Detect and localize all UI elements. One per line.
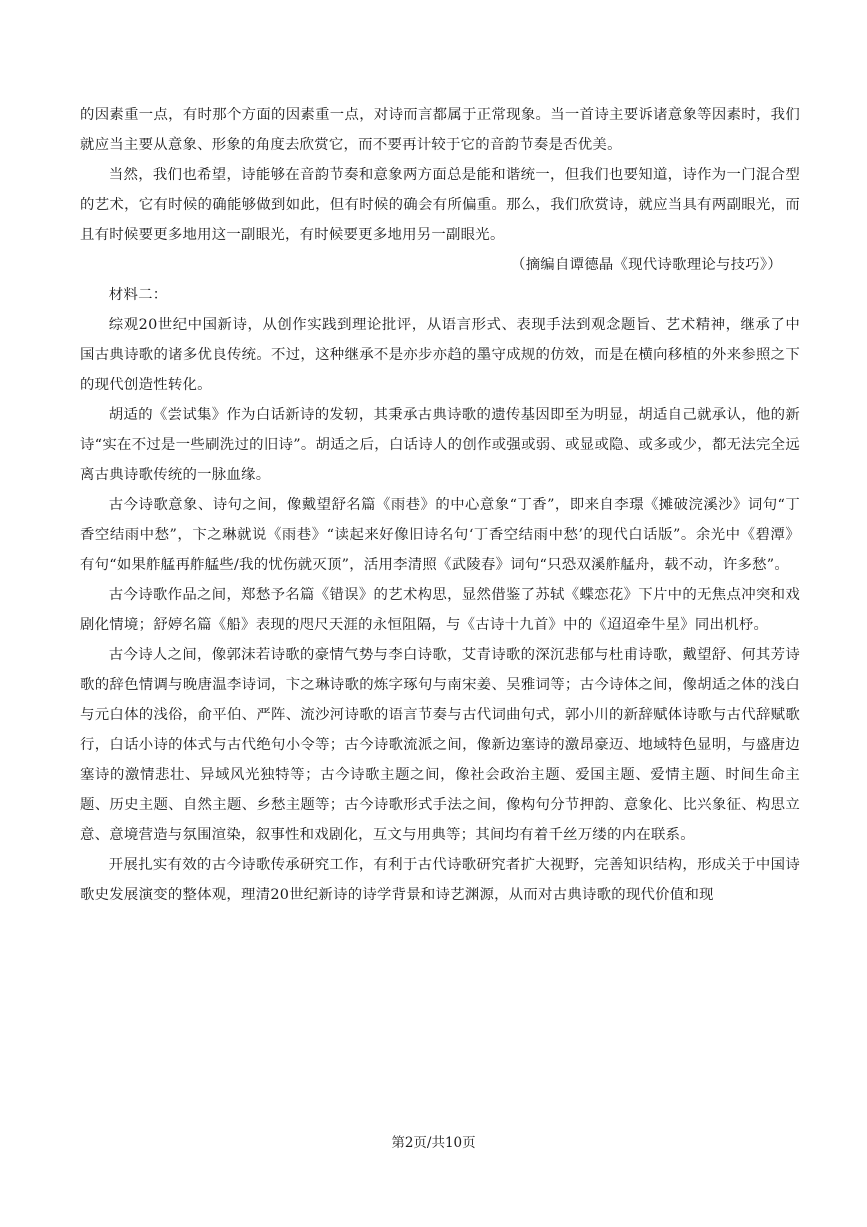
paragraph-works: 古今诗歌作品之间，郑愁予名篇《错误》的艺术构思，显然借鉴了苏轼《蝶恋花》下片中的无焦点冲突和戏剧化情境；舒婷名篇《船》表现的咫尺天涯的永恒阻隔，与《古诗十九首》中的《迢迢牵牛星》同出机杼。 <box>80 587 800 633</box>
page-footer: 第2页/共10页 <box>391 1135 476 1151</box>
paragraph-hu-shi: 胡适的《尝试集》作为白话新诗的发轫，其秉承古典诗歌的遗传基因即至为明显，胡适自己就承认，他的新诗“实在不过是一些刷洗过的旧诗”。胡适之后，白话诗人的创作或强或弱、或显或隐、或多或少，都无法完全远离古典诗歌传统的一脉血缘。 <box>80 407 800 483</box>
paragraph-two-views: 当然，我们也希望，诗能够在音韵节奏和意象两方面总是能和谐统一，但我们也要知道，诗作为一门混合型的艺术，它有时候的确能够做到如此，但有时候的确会有所偏重。那么，我们欣赏诗，就应当具有两副眼光，而且有时候要更多地用这一副眼光，有时候要更多地用另一副眼光。 <box>80 167 800 243</box>
paragraph-overview: 综观20世纪中国新诗，从创作实践到理论批评，从语言形式、表现手法到观念题旨、艺术精神，继承了中国古典诗歌的诸多优良传统。不过，这种继承不是亦步亦趋的墨守成规的仿效，而是在横向移植的外来参照之下的现代创造性转化。 <box>80 317 800 393</box>
material-two-heading: 材料二： <box>108 287 168 303</box>
paragraph-continuation: 的因素重一点，有时那个方面的因素重一点，对诗而言都属于正常现象。当一首诗主要诉诸意象等因素时，我们就应当主要从意象、形象的角度去欣赏它，而不要再计较于它的音韵节奏是否优美。 <box>80 107 800 153</box>
source-citation: （摘编自谭德晶《现代诗歌理论与技巧》） <box>511 257 782 273</box>
paragraph-research: 开展扎实有效的古今诗歌传承研究工作，有利于古代诗歌研究者扩大视野，完善知识结构，形成关于中国诗歌史发展演变的整体观，理清20世纪新诗的诗学背景和诗艺渊源，从而对古典诗歌的现代价值和现 <box>80 857 800 903</box>
body-text <box>80 100 800 910</box>
paragraph-imagery: 古今诗歌意象、诗句之间，像戴望舒名篇《雨巷》的中心意象“丁香”，即来自李璟《摊破浣溪沙》词句“丁香空结雨中愁”，卞之琳就说《雨巷》“读起来好像旧诗名句‘丁香空结雨中愁’的现代白话版”。余光中《碧潭》有句“如果舴艋再舴艋些/我的忧伤就灭顶”，活用李清照《武陵春》词句“只恐双溪舴艋舟，载不动，许多愁”。 <box>80 497 800 573</box>
paragraph-poets: 古今诗人之间，像郭沫若诗歌的豪情气势与李白诗歌，艾青诗歌的深沉悲郁与杜甫诗歌，戴望舒、何其芳诗歌的辞色情调与晚唐温李诗词，卞之琳诗歌的炼字琢句与南宋姜、吴雅词等；古今诗体之间，像胡适之体的浅白与元白体的浅俗，俞平伯、严阵、流沙河诗歌的语言节奏与古代词曲句式，郭小川的新辞赋体诗歌与古代辞赋歌行，白话小诗的体式与古代绝句小令等；古今诗歌流派之间，像新边塞诗的激昂豪迈、地域特色显明，与盛唐边塞诗的激情悲壮、异域风光独特等；古今诗歌主题之间，像社会政治主题、爱国主题、爱情主题、时间生命主题、历史主题、自然主题、乡愁主题等；古今诗歌形式手法之间，像构句分节押韵、意象化、比兴象征、构思立意、意境营造与氛围渲染，叙事性和戏剧化，互文与用典等；其间均有着千丝万缕的内在联系。 <box>80 647 800 843</box>
